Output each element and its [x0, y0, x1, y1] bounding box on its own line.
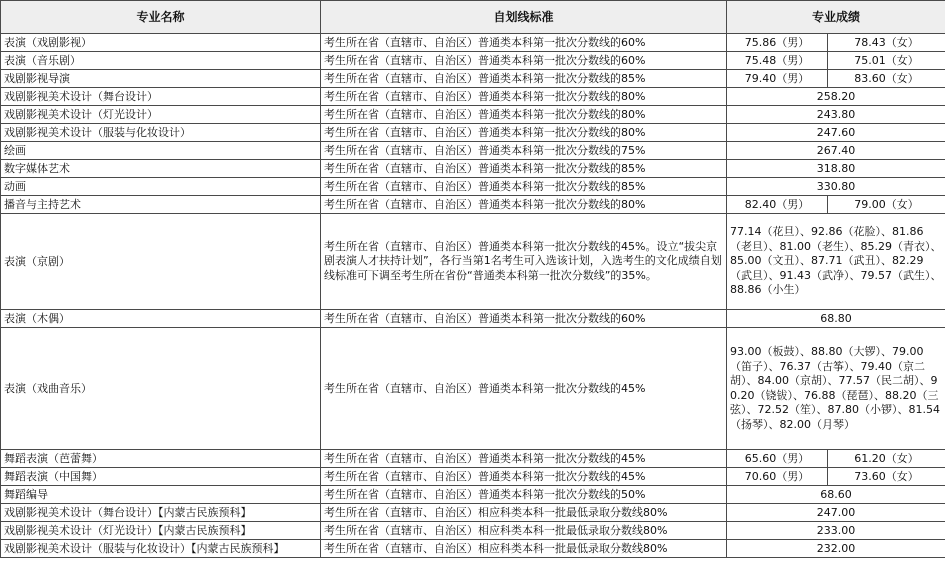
score-cell: 258.20: [727, 88, 945, 106]
header-row: [1, 1, 945, 34]
table-row: [1, 106, 945, 124]
major-cell: 戏剧影视美术设计（灯光设计）: [1, 106, 321, 124]
standard-cell: 考生所在省（直辖市、自治区）普通类本科第一批次分数线的45%。设立“拔尖京剧表演人才扶持计划”，各行当第1名考生可入选该计划，入选考生的文化成绩自划线标准可下调至考生所在省份“普通类本科第一批次分数线”的35%。: [321, 214, 727, 310]
major-cell: 戏剧影视美术设计（舞台设计）【内蒙古民族预科】: [1, 504, 321, 522]
score-cell: 232.00: [727, 540, 945, 558]
major-cell: 播音与主持艺术: [1, 196, 321, 214]
standard-cell: 考生所在省（直辖市、自治区）普通类本科第一批次分数线的45%: [321, 450, 727, 468]
standard-cell: 考生所在省（直辖市、自治区）普通类本科第一批次分数线的60%: [321, 52, 727, 70]
major-cell: 表演（音乐剧）: [1, 52, 321, 70]
score-female-cell: 79.00（女）: [828, 196, 945, 214]
score-cell: 68.80: [727, 310, 945, 328]
standard-cell: 考生所在省（直辖市、自治区）普通类本科第一批次分数线的85%: [321, 160, 727, 178]
score-cell: 247.00: [727, 504, 945, 522]
table-row: [1, 34, 945, 52]
table-row: [1, 504, 945, 522]
standard-cell: 考生所在省（直辖市、自治区）普通类本科第一批次分数线的45%: [321, 468, 727, 486]
table-row: [1, 214, 945, 310]
score-female-cell: 75.01（女）: [828, 52, 945, 70]
major-cell: 表演（戏剧影视）: [1, 34, 321, 52]
major-cell: 绘画: [1, 142, 321, 160]
standard-cell: 考生所在省（直辖市、自治区）普通类本科第一批次分数线的60%: [321, 310, 727, 328]
major-cell: 动画: [1, 178, 321, 196]
score-cell: 318.80: [727, 160, 945, 178]
major-cell: 戏剧影视美术设计（舞台设计）: [1, 88, 321, 106]
table-row: [1, 328, 945, 450]
major-cell: 戏剧影视导演: [1, 70, 321, 88]
table-row: [1, 450, 945, 468]
standard-cell: 考生所在省（直辖市、自治区）相应科类本科一批最低录取分数线80%: [321, 504, 727, 522]
score-male-cell: 75.48（男）: [727, 52, 828, 70]
score-cell: 93.00（板鼓）、88.80（大锣）、79.00（笛子）、76.37（古筝）、79.40（京二胡）、84.00（京胡）、77.57（民二胡）、90.20（铙钹）、76.88（琵琶）、88.20（三弦）、72.52（笙）、87.80（小锣）、81.54（扬琴）、82.00（月琴）: [727, 328, 945, 450]
major-cell: 舞蹈编导: [1, 486, 321, 504]
major-cell: 数字媒体艺术: [1, 160, 321, 178]
score-male-cell: 65.60（男）: [727, 450, 828, 468]
standard-cell: 考生所在省（直辖市、自治区）普通类本科第一批次分数线的60%: [321, 34, 727, 52]
standard-cell: 考生所在省（直辖市、自治区）普通类本科第一批次分数线的45%: [321, 328, 727, 450]
score-male-cell: 79.40（男）: [727, 70, 828, 88]
score-cell: 68.60: [727, 486, 945, 504]
score-female-cell: 61.20（女）: [828, 450, 945, 468]
header-score: 专业成绩: [727, 1, 945, 34]
standard-cell: 考生所在省（直辖市、自治区）普通类本科第一批次分数线的80%: [321, 106, 727, 124]
standard-cell: 考生所在省（直辖市、自治区）普通类本科第一批次分数线的75%: [321, 142, 727, 160]
table-row: [1, 70, 945, 88]
standard-cell: 考生所在省（直辖市、自治区）普通类本科第一批次分数线的80%: [321, 196, 727, 214]
score-male-cell: 82.40（男）: [727, 196, 828, 214]
major-cell: 表演（木偶）: [1, 310, 321, 328]
major-cell: 舞蹈表演（中国舞）: [1, 468, 321, 486]
score-cell: 330.80: [727, 178, 945, 196]
score-cell: 243.80: [727, 106, 945, 124]
table-row: [1, 124, 945, 142]
major-cell: 表演（戏曲音乐）: [1, 328, 321, 450]
table-row: [1, 52, 945, 70]
table-row: [1, 142, 945, 160]
table-row: [1, 486, 945, 504]
major-cell: 戏剧影视美术设计（服装与化妆设计）【内蒙古民族预科】: [1, 540, 321, 558]
table-row: [1, 522, 945, 540]
table-row: [1, 196, 945, 214]
standard-cell: 考生所在省（直辖市、自治区）普通类本科第一批次分数线的80%: [321, 88, 727, 106]
standard-cell: 考生所在省（直辖市、自治区）普通类本科第一批次分数线的50%: [321, 486, 727, 504]
header-standard: 自划线标准: [321, 1, 727, 34]
score-female-cell: 83.60（女）: [828, 70, 945, 88]
score-female-cell: 73.60（女）: [828, 468, 945, 486]
table-row: [1, 468, 945, 486]
table-row: [1, 310, 945, 328]
score-female-cell: 78.43（女）: [828, 34, 945, 52]
score-male-cell: 70.60（男）: [727, 468, 828, 486]
score-cell: 267.40: [727, 142, 945, 160]
major-cell: 戏剧影视美术设计（服装与化妆设计）: [1, 124, 321, 142]
standard-cell: 考生所在省（直辖市、自治区）普通类本科第一批次分数线的85%: [321, 178, 727, 196]
header-major: 专业名称: [1, 1, 321, 34]
score-cell: 77.14（花旦）、92.86（花脸）、81.86（老旦）、81.00（老生）、85.29（青衣）、85.00（文丑）、87.71（武丑）、82.29（武旦）、91.43（武净）、79.57（武生）、88.86（小生）: [727, 214, 945, 310]
table-row: [1, 540, 945, 558]
score-cell: 233.00: [727, 522, 945, 540]
major-cell: 戏剧影视美术设计（灯光设计）【内蒙古民族预科】: [1, 522, 321, 540]
major-cell: 表演（京剧）: [1, 214, 321, 310]
score-cell: 247.60: [727, 124, 945, 142]
table-row: [1, 178, 945, 196]
standard-cell: 考生所在省（直辖市、自治区）普通类本科第一批次分数线的85%: [321, 70, 727, 88]
standard-cell: 考生所在省（直辖市、自治区）相应科类本科一批最低录取分数线80%: [321, 540, 727, 558]
standard-cell: 考生所在省（直辖市、自治区）普通类本科第一批次分数线的80%: [321, 124, 727, 142]
standard-cell: 考生所在省（直辖市、自治区）相应科类本科一批最低录取分数线80%: [321, 522, 727, 540]
table-row: [1, 160, 945, 178]
table-row: [1, 88, 945, 106]
score-male-cell: 75.86（男）: [727, 34, 828, 52]
major-cell: 舞蹈表演（芭蕾舞）: [1, 450, 321, 468]
